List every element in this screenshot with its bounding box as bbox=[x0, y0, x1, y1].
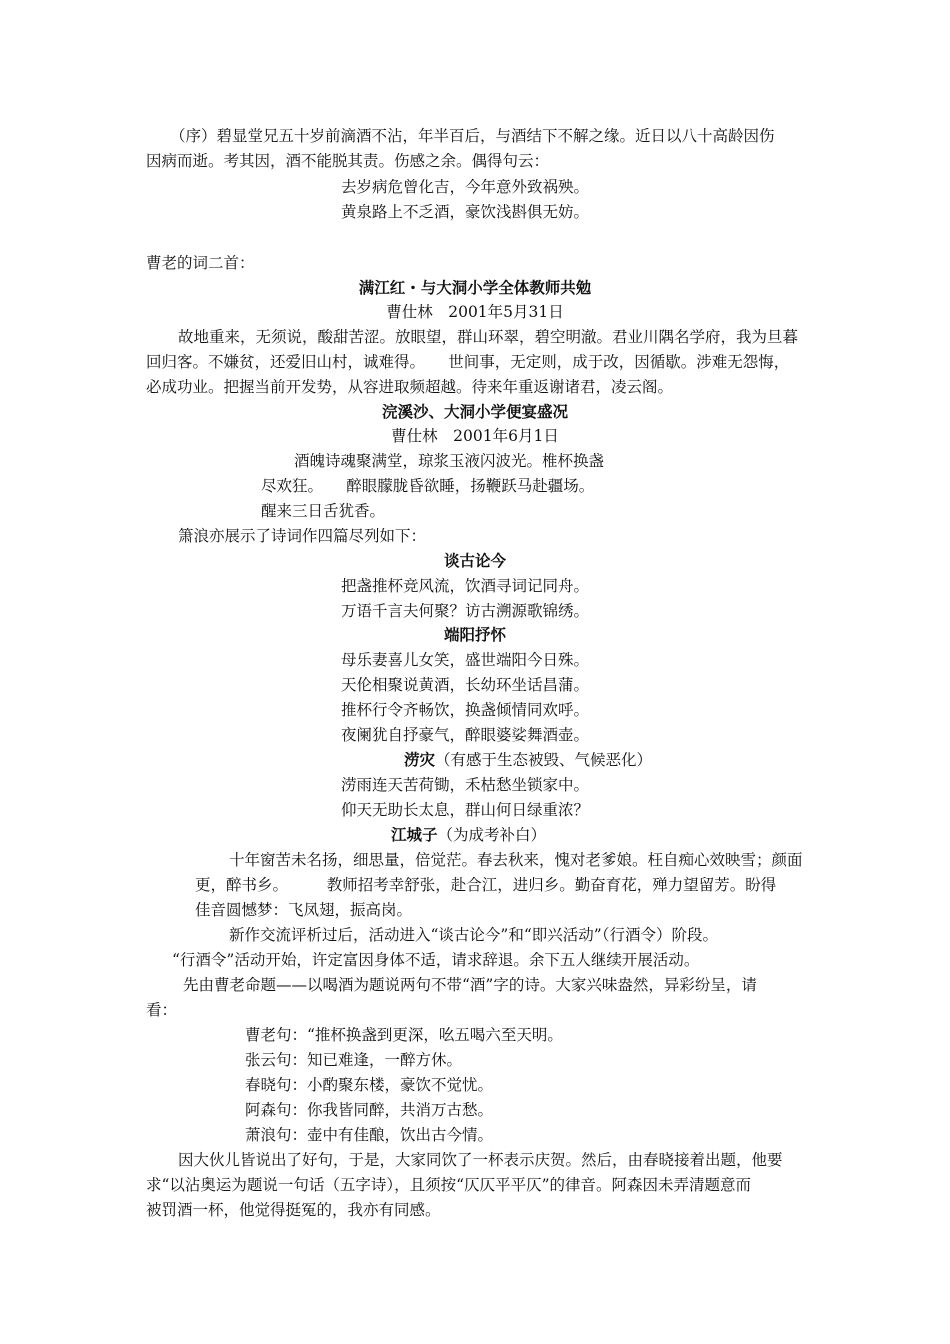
poem-5-title: 涝灾 bbox=[404, 750, 436, 769]
poem-4-line-3: 推杯行令齐畅饮，换盏倾情同欢呼。 bbox=[341, 701, 590, 719]
poem-2-byline: 曹仕林 2001年6月1日 bbox=[391, 427, 559, 445]
narrative-line-1: 新作交流评析过后，活动进入“谈古论今”和“即兴活动”（行酒令）阶段。 bbox=[229, 926, 718, 944]
verse-line-xiao: 萧浪句：壶中有佳酿，饮出古今情。 bbox=[245, 1126, 494, 1144]
poem-4-line-1: 母乐妻喜儿女笑，盛世端阳今日殊。 bbox=[341, 651, 590, 669]
poem-4-line-4: 夜阑犹自抒豪气，醉眼婆娑舞酒壶。 bbox=[341, 726, 590, 744]
poem-6-line-2: 更，醉书乡。 教师招考幸舒张，赴合江，进归乡。勤奋育花，殚力望留芳。盼得 bbox=[195, 876, 777, 894]
poem-2-line-3: 醒来三日舌犹香。 bbox=[261, 502, 386, 520]
narrative-line-3: 先由曹老命题——以喝酒为题说两句不带“酒”字的诗。大家兴味盎然，异彩纷呈，请 bbox=[183, 976, 757, 994]
poem-5-heading bbox=[404, 749, 652, 771]
narrative-line-2: “行酒令”活动开始，许定富因身体不适，请求辞退。余下五人继续开展活动。 bbox=[172, 951, 700, 969]
cao-intro: 曹老的词二首： bbox=[146, 254, 255, 272]
poem-3-line-1: 把盏推杯竞风流，饮酒寻词记同舟。 bbox=[341, 577, 590, 595]
poem-4-title: 端阳抒怀 bbox=[443, 625, 506, 644]
poem-3-title: 谈古论今 bbox=[443, 551, 506, 570]
poem-6-subtitle: （为成考补白） bbox=[437, 826, 547, 844]
poem-6-line-1: 十年窗苦未名扬，细思量，倍觉茫。春去秋来，愧对老爹娘。枉自痴心效映雪；颜面 bbox=[229, 851, 803, 869]
poem-3-line-2: 万语千言夫何聚？访古溯源歌锦绣。 bbox=[341, 602, 590, 620]
verse-line-cao: 曹老句：“推杯换盏到更深，吆五喝六至天明。 bbox=[245, 1026, 563, 1044]
poem-1-line-2: 回归客。不嫌贫，还爱旧山村，诚难得。 世间事，无定则，成于改，因循歇。涉难无怨悔， bbox=[146, 353, 790, 371]
preface-verse-2: 黄泉路上不乏酒，豪饮浅斟俱无妨。 bbox=[341, 203, 590, 221]
closing-line-2: 求“以沾奥运为题说一句话（五字诗），且须按“仄仄平平仄”的律音。阿森因未弄清题意而 bbox=[146, 1176, 752, 1194]
poem-1-line-3: 必成功业。把握当前开发势，从容进取频超越。待来年重返谢诸君，凌云阁。 bbox=[146, 378, 674, 396]
verse-line-chun: 春晓句：小酌聚东楼，豪饮不觉忧。 bbox=[245, 1076, 494, 1094]
poem-1-line-1: 故地重来，无须说，酸甜苦涩。放眼望，群山环翠，碧空明澈。君业川隅名学府，我为旦暮 bbox=[178, 328, 799, 346]
poem-1-byline: 曹仕林 2001年5月31日 bbox=[386, 303, 564, 321]
verse-line-zhang: 张云句：知已难逢，一醉方休。 bbox=[245, 1051, 463, 1069]
poem-6-title: 江城子 bbox=[391, 825, 438, 844]
verse-line-asen: 阿森句：你我皆同醉，共消万古愁。 bbox=[245, 1101, 494, 1119]
poem-5-line-1: 涝雨连天苦荷锄，禾枯愁坐锁家中。 bbox=[341, 776, 590, 794]
preface-line-2: 因病而逝。考其因，酒不能脱其责。伤感之余。偶得句云： bbox=[146, 152, 550, 170]
closing-line-1: 因大伙儿皆说出了好句，于是，大家同饮了一杯表示庆贺。然后，由春晓接着出题，他要 bbox=[178, 1151, 783, 1169]
poem-2-title: 浣溪沙、大洞小学便宴盛况 bbox=[381, 402, 568, 421]
poem-2-line-2: 尽欢狂。 醉眼朦胧昏欲睡，扬鞭跃马赴疆场。 bbox=[261, 477, 595, 495]
poem-2-line-1: 酒魄诗魂聚满堂，琼浆玉液闪波光。椎杯换盏 bbox=[294, 452, 605, 470]
preface-line-1: （序）碧显堂兄五十岁前滴酒不沾，年半百后，与酒结下不解之缘。近日以八十高龄因伤 bbox=[170, 127, 775, 145]
preface-verse-1: 去岁病危曾化吉，今年意外致祸殃。 bbox=[341, 178, 590, 196]
poem-6-heading bbox=[391, 824, 546, 846]
narrative-line-4: 看： bbox=[146, 1001, 178, 1019]
closing-line-3: 被罚酒一杯，他觉得挺冤的，我亦有同感。 bbox=[146, 1201, 441, 1219]
poem-5-subtitle: （有感于生态被毁、气候恶化） bbox=[435, 751, 653, 769]
poem-6-line-3: 佳音圆憾梦：飞凤翅，振高岗。 bbox=[195, 901, 413, 919]
xiaolang-intro: 箫浪亦展示了诗词作四篇尽列如下： bbox=[178, 527, 427, 545]
poem-1-title: 满江红・与大洞小学全体教师共勉 bbox=[358, 278, 592, 297]
poem-5-line-2: 仰天无助长太息，群山何日绿重浓？ bbox=[341, 801, 590, 819]
poem-4-line-2: 天伦相聚说黄酒，长幼环坐话昌蒲。 bbox=[341, 676, 590, 694]
